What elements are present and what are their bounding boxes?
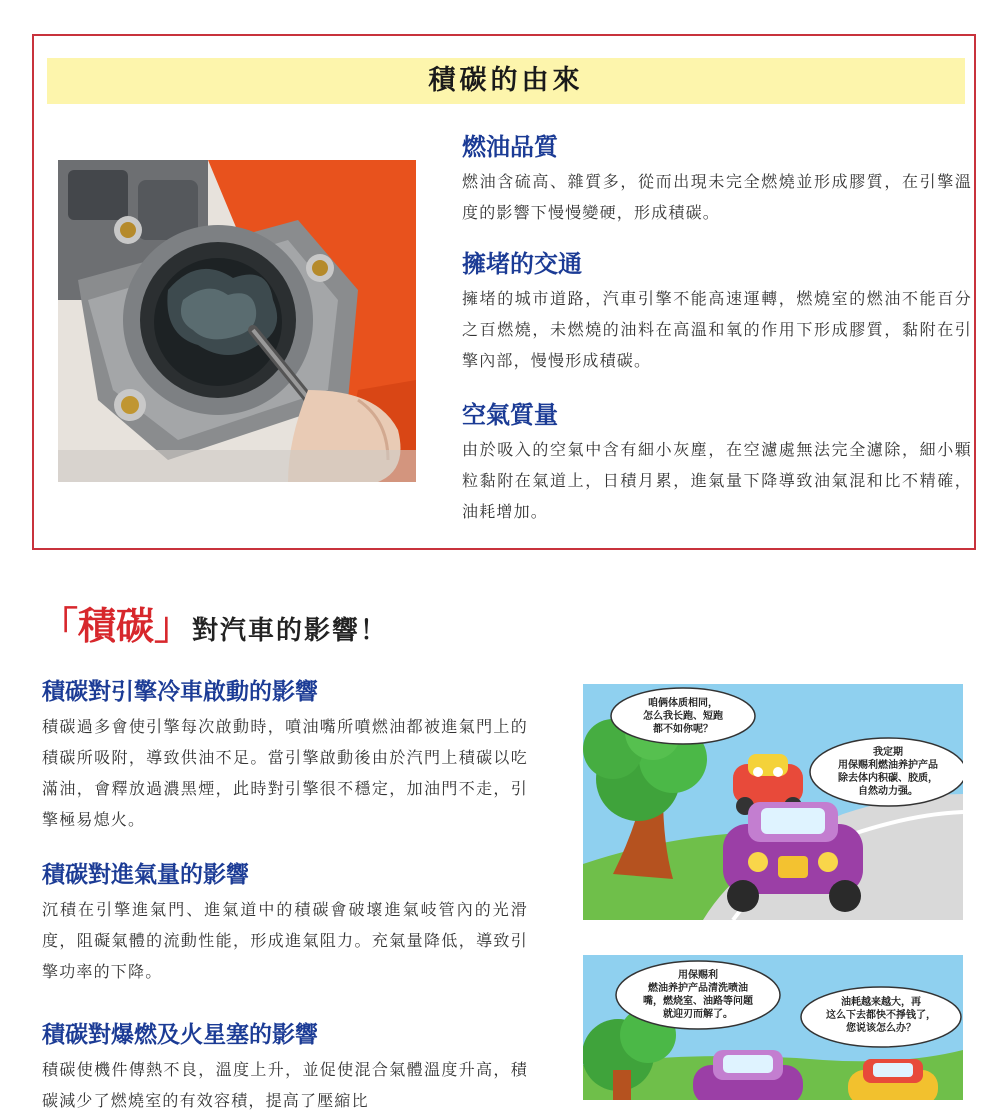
bubble1-right-line3: 除去体内积碳、胶质， — [838, 773, 938, 784]
knock-heading: 積碳對爆燃及火星塞的影響 — [42, 1022, 318, 1048]
cartoon-panel-1 — [583, 684, 963, 920]
bubble2-right-line2: 这么下去都快不掙钱了， — [826, 1010, 936, 1021]
bubble1-right-line2: 用保赐利燃油养护产品 — [838, 760, 938, 771]
carbon-deposit-photo — [58, 160, 416, 482]
bubble2-left-line3: 嘴，燃烧室、油路等问题 — [643, 996, 753, 1007]
impact-section-knock — [42, 1020, 528, 1116]
fuel-quality-heading: 燃油品質 — [462, 133, 558, 161]
bubble2-left-line4: 就迎刃而解了。 — [663, 1009, 733, 1020]
origin-section-air — [462, 400, 972, 527]
impact-section-cold-start — [42, 677, 528, 835]
bubble1-left-line3: 都不如你呢？ — [653, 724, 713, 735]
origin-box — [32, 34, 976, 550]
cold-start-text: 積碳過多會使引擎每次啟動時，噴油嘴所噴燃油都被進氣門上的積碳所吸附，導致供油不足。當引擎啟動後由於汽門上積碳以吃滿油，會釋放過濃黑煙，此時對引擎很不穩定，加油門不走，引擎極易熄火。 — [42, 717, 528, 829]
fuel-quality-text: 燃油含硫高、雜質多，從而出現未完全燃燒並形成膠質，在引擎溫度的影響下慢慢變硬，形成積碳。 — [462, 172, 972, 222]
bubble2-left-line1: 用保赐利 — [678, 970, 718, 981]
air-quality-text: 由於吸入的空氣中含有細小灰塵，在空濾處無法完全濾除，細小顆粒黏附在氣道上，日積月累，進氣量下降導致油氣混和比不精確，油耗增加。 — [462, 440, 972, 521]
traffic-text: 擁堵的城市道路，汽車引擎不能高速運轉，燃燒室的燃油不能百分之百燃燒，未燃燒的油料在高溫和氧的作用下形成膠質，黏附在引擎內部，慢慢形成積碳。 — [462, 289, 972, 370]
bubble1-left-line2: 怎么我长跑、短跑 — [643, 711, 723, 722]
air-quality-heading: 空氣質量 — [462, 401, 558, 429]
impact-section-intake — [42, 860, 528, 987]
cold-start-heading: 積碳對引擎冷車啟動的影響 — [42, 679, 318, 705]
knock-text: 積碳使機件傳熱不良，溫度上升，並促使混合氣體溫度升高，積碳減少了燃燒室的有效容積，提高了壓縮比 — [42, 1060, 528, 1110]
bubble1-right-line4: 自然动力强。 — [858, 786, 918, 797]
bubble2-left-line2: 燃油养护产品清洗喷油 — [648, 983, 748, 994]
origin-section-fuel — [462, 132, 972, 228]
impact-title — [40, 598, 388, 654]
traffic-heading: 擁堵的交通 — [462, 250, 582, 278]
origin-title: 積碳的由來 — [47, 58, 965, 104]
bubble1-left-line1: 咱俩体质相同， — [648, 698, 718, 709]
impact-title-rest: 對汽車的影響！ — [192, 616, 389, 646]
origin-section-traffic — [462, 249, 972, 376]
intake-text: 沉積在引擎進氣門、進氣道中的積碳會破壞進氣岐管內的光滑度，阻礙氣體的流動性能，形成進氣阻力。充氣量降低，導致引擎功率的下降。 — [42, 900, 528, 981]
impact-title-highlight: 「積碳」 — [40, 604, 193, 648]
cartoon-panel-2 — [583, 955, 963, 1100]
bubble2-right-line3: 您说该怎么办？ — [846, 1023, 916, 1034]
bubble2-right-line1: 油耗越来越大，再 — [841, 997, 921, 1008]
intake-heading: 積碳對進氣量的影響 — [42, 862, 249, 888]
bubble1-right-line1: 我定期 — [873, 747, 903, 758]
